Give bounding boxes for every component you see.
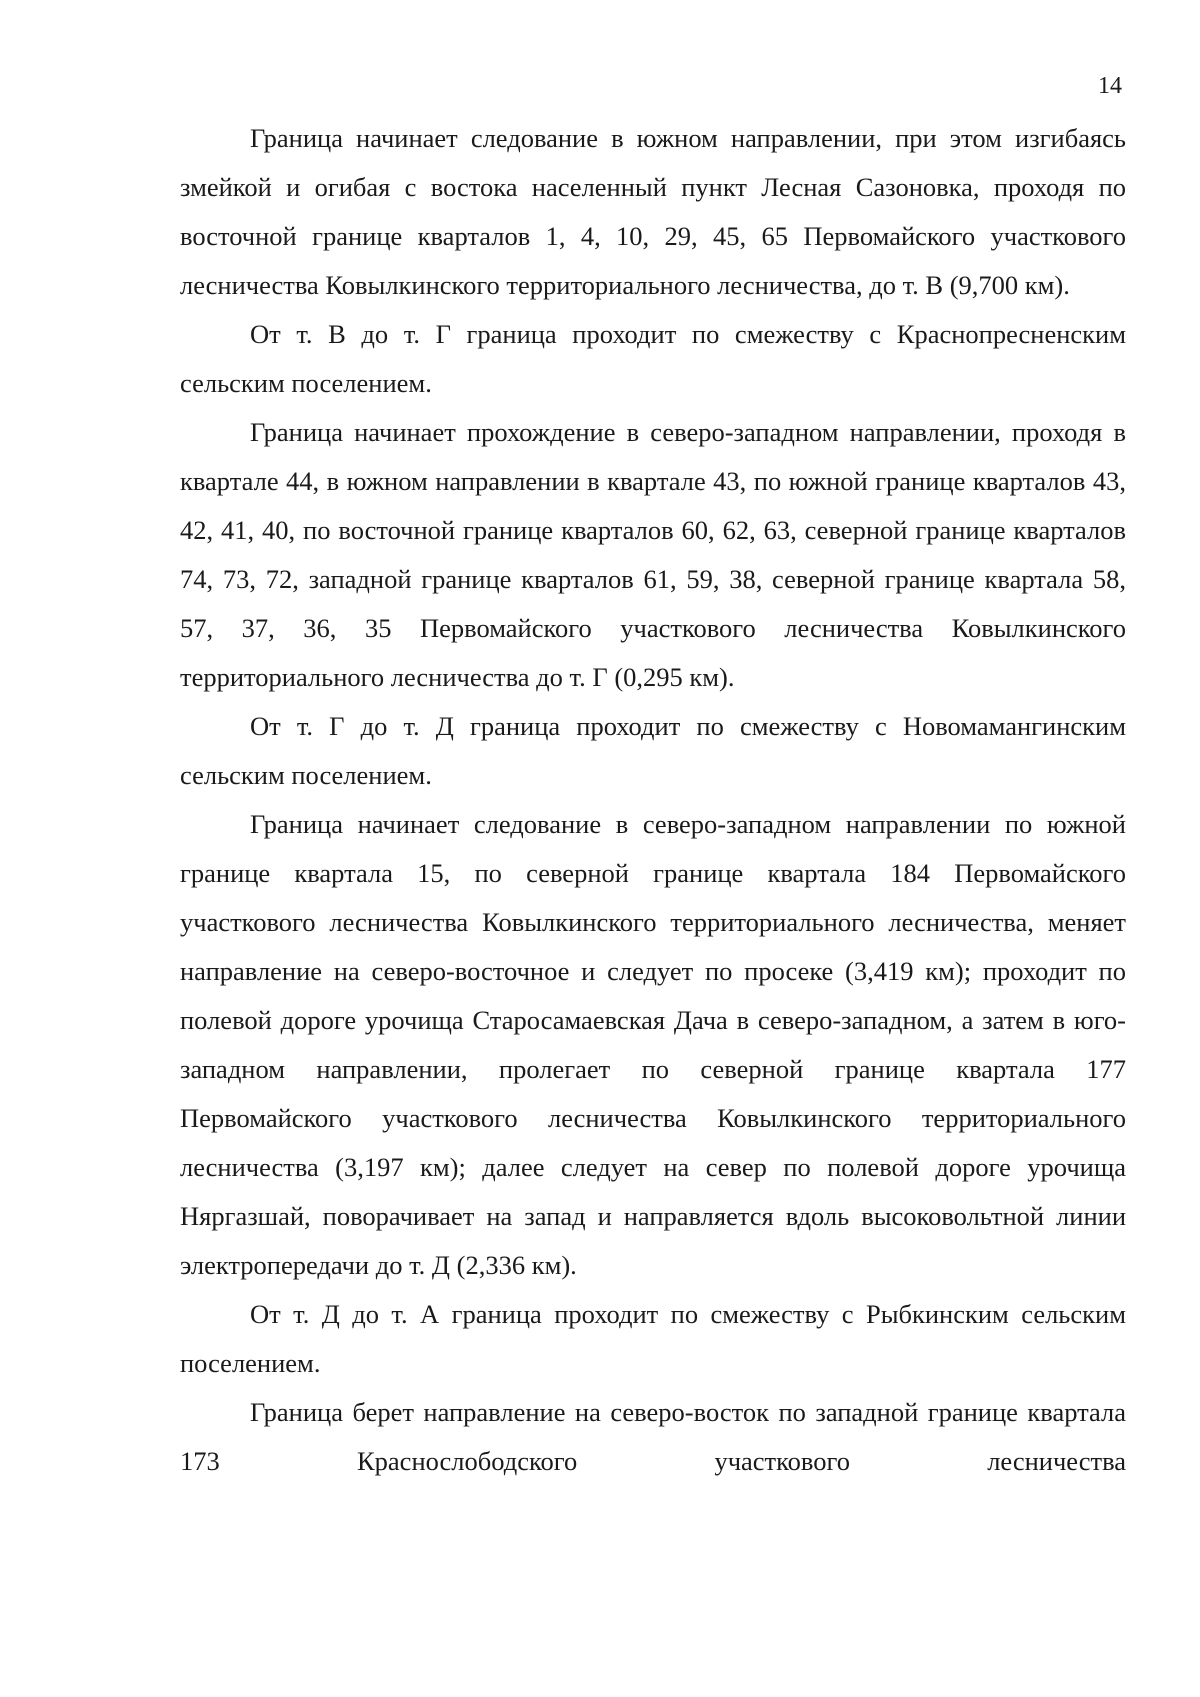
paragraph-boundary-northwest-2: Граница начинает следование в северо-западном направлении по южной границе квартала 15, по северной границе квартала 184 Первомайского участкового лесничества Ковылкинского территориального лесничества, меняет направление на северо-восточное и следует по просеке (3,419 км); проходит по полевой дороге урочища Старосамаевская Дача в северо-западном, а затем в юго-западном направлении, пролегает по северной границе квартала 177 Первомайского участкового лесничества Ковылкинского территориального лесничества (3,197 км); далее следует на север по полевой дороге урочища Няргазшай, поворачивает на запад и направляется вдоль высоковольтной линии электропередачи до т. Д (2,336 км).	[180, 809, 1126, 1280]
paragraph-v-to-g: От т. В до т. Г граница проходит по смежеству с Краснопресненским сельским поселением.	[180, 319, 1126, 398]
paragraph-boundary-northwest: Граница начинает прохождение в северо-западном направлении, проходя в квартале 44, в южном направлении в квартале 43, по южной границе кварталов 43, 42, 41, 40, по восточной границе кварталов 60, 62, 63, северной границе кварталов 74, 73, 72, западной границе кварталов 61, 59, 38, северной границе квартала 58, 57, 37, 36, 35 Первомайского участкового лесничества Ковылкинского территориального лесничества до т. Г (0,295 км).	[180, 417, 1126, 692]
paragraph-g-to-d: От т. Г до т. Д граница проходит по смежеству с Новомамангинским сельским поселением.	[180, 711, 1126, 790]
document-body	[180, 114, 1126, 1486]
paragraph-boundary-south: Граница начинает следование в южном направлении, при этом изгибаясь змейкой и огибая с востока населенный пункт Лесная Сазоновка, проходя по восточной границе кварталов 1, 4, 10, 29, 45, 65 Первомайского участкового лесничества Ковылкинского территориального лесничества, до т. В (9,700 км).	[180, 123, 1126, 300]
paragraph-d-to-a: От т. Д до т. А граница проходит по смежеству с Рыбкинским сельским поселением.	[180, 1299, 1126, 1378]
paragraph-boundary-northeast: Граница берет направление на северо-восток по западной границе квартала 173 Краснослободского участкового лесничества	[180, 1397, 1126, 1476]
page-number: 14	[1098, 73, 1122, 99]
